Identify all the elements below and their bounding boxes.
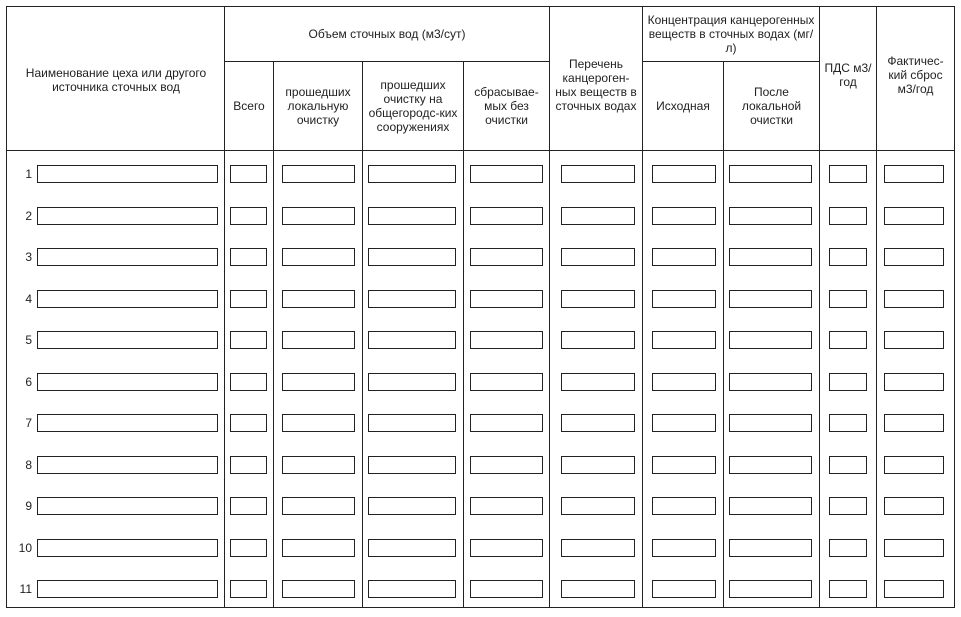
total-field[interactable] <box>230 497 267 515</box>
row-number: 3 <box>25 250 32 264</box>
local-field[interactable] <box>282 290 355 308</box>
city-field[interactable] <box>368 497 456 515</box>
untreated-field[interactable] <box>470 207 543 225</box>
actual-field[interactable] <box>884 373 944 391</box>
local-field[interactable] <box>282 165 355 183</box>
list-field[interactable] <box>561 456 635 474</box>
initial-field[interactable] <box>652 207 716 225</box>
name-field[interactable] <box>37 207 218 225</box>
initial-field[interactable] <box>652 290 716 308</box>
header-pds: ПДС м3/год <box>824 61 872 89</box>
initial-field[interactable] <box>652 414 716 432</box>
untreated-field[interactable] <box>470 539 543 557</box>
local-field[interactable] <box>282 207 355 225</box>
name-field[interactable] <box>37 290 218 308</box>
initial-field[interactable] <box>652 165 716 183</box>
total-field[interactable] <box>230 580 267 598</box>
header-local: прошедших локальную очистку <box>285 85 351 127</box>
initial-field[interactable] <box>652 331 716 349</box>
row-number: 2 <box>25 209 32 223</box>
list-field[interactable] <box>561 373 635 391</box>
name-field[interactable] <box>37 456 218 474</box>
local-field[interactable] <box>282 414 355 432</box>
city-field[interactable] <box>368 580 456 598</box>
name-field[interactable] <box>37 165 218 183</box>
local-field[interactable] <box>282 497 355 515</box>
total-field[interactable] <box>230 165 267 183</box>
row-number: 11 <box>19 582 32 596</box>
after-local-field[interactable] <box>729 414 812 432</box>
list-field[interactable] <box>561 331 635 349</box>
header-name: Наименование цеха или другого источника сточных вод <box>25 66 207 94</box>
pds-field[interactable] <box>829 165 867 183</box>
list-field[interactable] <box>561 414 635 432</box>
after-local-field[interactable] <box>729 207 812 225</box>
name-field[interactable] <box>37 497 218 515</box>
actual-field[interactable] <box>884 290 944 308</box>
untreated-field[interactable] <box>470 414 543 432</box>
list-field[interactable] <box>561 580 635 598</box>
row-number: 5 <box>25 333 32 347</box>
name-field[interactable] <box>37 580 218 598</box>
name-field[interactable] <box>37 373 218 391</box>
local-field[interactable] <box>282 331 355 349</box>
row-number: 1 <box>25 167 32 181</box>
header-list: Перечень канцероген-ных веществ в сточных водах <box>555 57 637 113</box>
header-conc-group: Концентрация канцерогенных веществ в сточных водах (мг/л) <box>647 12 815 55</box>
city-field[interactable] <box>368 248 456 266</box>
actual-field[interactable] <box>884 456 944 474</box>
actual-field[interactable] <box>884 331 944 349</box>
row-number: 6 <box>25 375 32 389</box>
actual-field[interactable] <box>884 539 944 557</box>
actual-field[interactable] <box>884 580 944 598</box>
pds-field[interactable] <box>829 539 867 557</box>
total-field[interactable] <box>230 248 267 266</box>
pds-field[interactable] <box>829 248 867 266</box>
pds-field[interactable] <box>829 497 867 515</box>
row-number: 10 <box>18 541 32 555</box>
row-number: 4 <box>25 292 32 306</box>
header-city: прошедших очистку на общегородс-ких сооружениях <box>368 78 458 134</box>
city-field[interactable] <box>368 331 456 349</box>
local-field[interactable] <box>282 373 355 391</box>
pds-field[interactable] <box>829 414 867 432</box>
row-number: 9 <box>25 499 32 513</box>
total-field[interactable] <box>230 207 267 225</box>
after-local-field[interactable] <box>729 580 812 598</box>
list-field[interactable] <box>561 248 635 266</box>
initial-field[interactable] <box>652 539 716 557</box>
header-divider <box>6 150 955 151</box>
after-local-field[interactable] <box>729 373 812 391</box>
header-actual: Фактичес-кий сброс м3/год <box>887 54 944 96</box>
row-number: 8 <box>25 458 32 472</box>
after-local-field[interactable] <box>729 165 812 183</box>
city-field[interactable] <box>368 290 456 308</box>
pds-field[interactable] <box>829 580 867 598</box>
untreated-field[interactable] <box>470 248 543 266</box>
list-field[interactable] <box>561 539 635 557</box>
name-field[interactable] <box>37 248 218 266</box>
actual-field[interactable] <box>884 414 944 432</box>
header-after-local: После локальной очистки <box>741 85 802 127</box>
header-total: Всего <box>233 99 265 113</box>
city-field[interactable] <box>368 207 456 225</box>
total-field[interactable] <box>230 456 267 474</box>
pds-field[interactable] <box>829 331 867 349</box>
city-field[interactable] <box>368 456 456 474</box>
actual-field[interactable] <box>884 497 944 515</box>
city-field[interactable] <box>368 414 456 432</box>
local-field[interactable] <box>282 248 355 266</box>
untreated-field[interactable] <box>470 456 543 474</box>
name-field[interactable] <box>37 414 218 432</box>
city-field[interactable] <box>368 539 456 557</box>
untreated-field[interactable] <box>470 497 543 515</box>
total-field[interactable] <box>230 414 267 432</box>
untreated-field[interactable] <box>470 580 543 598</box>
total-field[interactable] <box>230 290 267 308</box>
after-local-field[interactable] <box>729 497 812 515</box>
after-local-field[interactable] <box>729 456 812 474</box>
pds-field[interactable] <box>829 373 867 391</box>
list-field[interactable] <box>561 497 635 515</box>
border-left <box>6 6 7 608</box>
name-field[interactable] <box>37 539 218 557</box>
actual-field[interactable] <box>884 248 944 266</box>
after-local-field[interactable] <box>729 331 812 349</box>
local-field[interactable] <box>282 539 355 557</box>
local-field[interactable] <box>282 456 355 474</box>
actual-field[interactable] <box>884 165 944 183</box>
total-field[interactable] <box>230 373 267 391</box>
row-number: 7 <box>25 416 32 430</box>
untreated-field[interactable] <box>470 290 543 308</box>
pds-field[interactable] <box>829 290 867 308</box>
list-field[interactable] <box>561 290 635 308</box>
border-bottom <box>6 607 955 608</box>
after-local-field[interactable] <box>729 248 812 266</box>
list-field[interactable] <box>561 207 635 225</box>
total-field[interactable] <box>230 331 267 349</box>
name-field[interactable] <box>37 331 218 349</box>
after-local-field[interactable] <box>729 539 812 557</box>
untreated-field[interactable] <box>470 331 543 349</box>
city-field[interactable] <box>368 373 456 391</box>
after-local-field[interactable] <box>729 290 812 308</box>
untreated-field[interactable] <box>470 373 543 391</box>
initial-field[interactable] <box>652 456 716 474</box>
total-field[interactable] <box>230 539 267 557</box>
header-untreated: сбрасывае-мых без очистки <box>474 85 539 127</box>
border-right <box>954 6 955 608</box>
header-volume-group: Объем сточных вод (м3/сут) <box>308 26 466 41</box>
header-initial: Исходная <box>656 99 710 113</box>
actual-field[interactable] <box>884 207 944 225</box>
untreated-field[interactable] <box>470 165 543 183</box>
initial-field[interactable] <box>652 373 716 391</box>
city-field[interactable] <box>368 165 456 183</box>
list-field[interactable] <box>561 165 635 183</box>
initial-field[interactable] <box>652 497 716 515</box>
pds-field[interactable] <box>829 456 867 474</box>
initial-field[interactable] <box>652 248 716 266</box>
local-field[interactable] <box>282 580 355 598</box>
pds-field[interactable] <box>829 207 867 225</box>
initial-field[interactable] <box>652 580 716 598</box>
